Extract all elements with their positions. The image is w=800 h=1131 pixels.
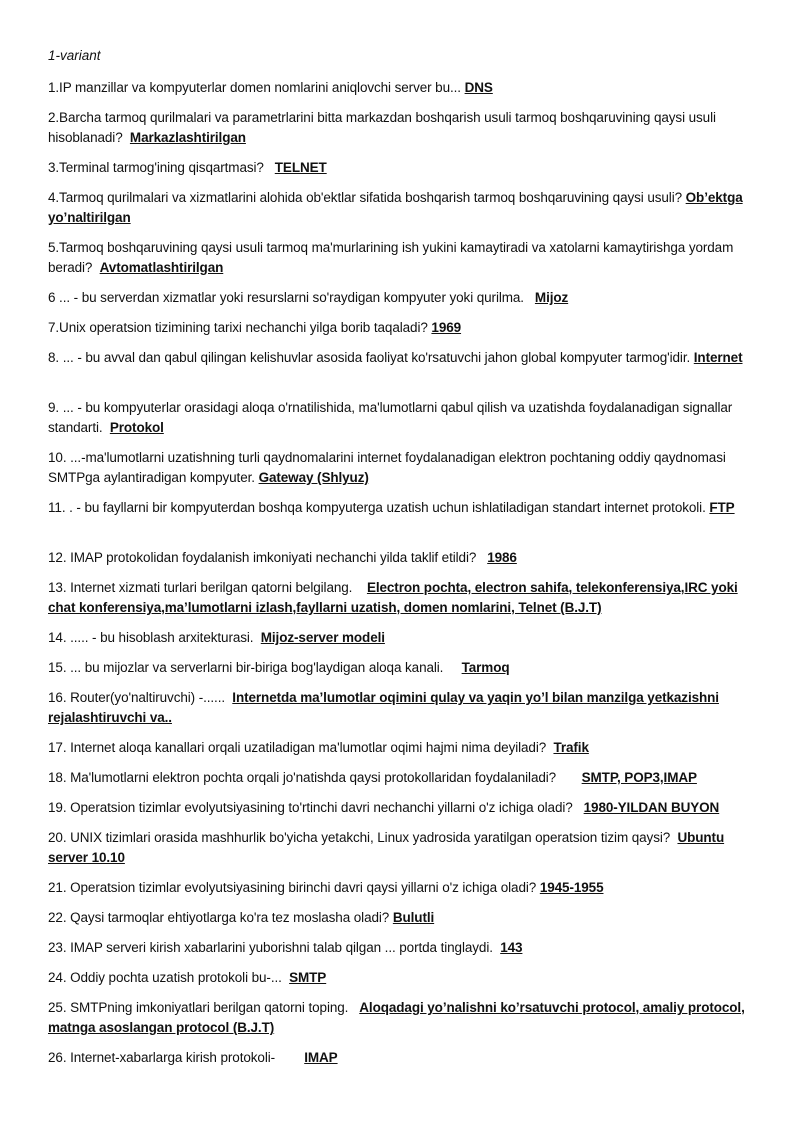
answer-text: Protokol xyxy=(109,420,164,435)
answer-text: Internetda ma’lumotlar oqimini qulay va yaqin yo’l bilan manzilga yetkazishni rejalashtiruvchi va.. xyxy=(48,690,719,725)
question-item xyxy=(48,78,760,98)
answer-text: 1969 xyxy=(431,320,462,335)
question-item xyxy=(48,288,760,308)
answer-text: TELNET xyxy=(274,160,327,175)
question-text: 20. UNIX tizimlari orasida mashhurlik bo'yicha yetakchi, Linux yadrosida yaratilgan operatsion tizim qaysi? xyxy=(48,830,678,845)
answer-text: Mijoz-server modeli xyxy=(260,630,385,645)
question-text: 7.Unix operatsion tizimining tarixi nechanchi yilga borib taqaladi? xyxy=(48,320,432,335)
question-item xyxy=(48,108,760,148)
question-item xyxy=(48,968,760,988)
answer-text: Ubuntu server 10.10 xyxy=(48,830,725,865)
question-item xyxy=(48,768,760,788)
question-text: 18. Ma'lumotlarni elektron pochta orqali jo'natishda qaysi protokollaridan foydalaniladi? xyxy=(48,770,582,785)
question-item xyxy=(48,658,760,678)
question-text: 5.Tarmoq boshqaruvining qaysi usuli tarmoq ma'murlarining ish yukini kamaytiradi va xatolarni kamaytirishga yordam beradi? xyxy=(48,240,737,275)
answer-text: SMTP, POP3,IMAP xyxy=(581,770,697,785)
answer-text: Markazlashtirilgan xyxy=(129,130,246,145)
answer-text: 143 xyxy=(500,940,523,955)
question-item xyxy=(48,188,760,228)
question-item xyxy=(48,938,760,958)
question-text: 17. Internet aloqa kanallari orqali uzatiladigan ma'lumotlar oqimi hajmi nima deyiladi? xyxy=(48,740,554,755)
question-item xyxy=(48,448,760,488)
question-item xyxy=(48,688,760,728)
question-text: 3.Terminal tarmog'ining qisqartmasi? xyxy=(48,160,275,175)
question-text: 9. ... - bu kompyuterlar orasidagi aloqa o'rnatilishida, ma'lumotlarni qabul qilish va uzatishda foydalanadigan signallar standarti. xyxy=(48,400,736,435)
question-text: 10. ...-ma'lumotlarni uzatishning turli qaydnomalarini internet foydalanadigan elektron pochtaning oddiy qaydnomasi SMTPga aylantiradigan kompyuter. xyxy=(48,450,730,485)
answer-text: FTP xyxy=(709,500,735,515)
question-text: 14. ..... - bu hisoblash arxitekturasi. xyxy=(48,630,261,645)
question-text: 16. Router(yo'naltiruvchi) -...... xyxy=(48,690,233,705)
question-item xyxy=(48,238,760,278)
question-item xyxy=(48,908,760,928)
question-item xyxy=(48,998,760,1038)
question-text: 24. Oddiy pochta uzatish protokoli bu-... xyxy=(48,970,290,985)
question-item xyxy=(48,798,760,818)
question-text: 2.Barcha tarmoq qurilmalari va parametrlarini bitta markazdan boshqarish usuli tarmoq boshqaruvining qaysi usuli hisoblanadi? xyxy=(48,110,720,145)
question-text: 19. Operatsion tizimlar evolyutsiyasining to'rtinchi davri nechanchi yillarni o'z ichiga oladi? xyxy=(48,800,584,815)
question-item xyxy=(48,628,760,648)
answer-text: Avtomatlashtirilgan xyxy=(99,260,224,275)
question-item xyxy=(48,548,760,568)
question-text: 1.IP manzillar va kompyuterlar domen nomlarini aniqlovchi server bu... xyxy=(48,80,465,95)
question-text: 4.Tarmoq qurilmalari va xizmatlarini alohida ob'ektlar sifatida boshqarish tarmoq boshqaruvining qaysi usuli? xyxy=(48,190,686,205)
question-item xyxy=(48,738,760,758)
question-item xyxy=(48,1048,760,1068)
question-text: 13. Internet xizmati turlari berilgan qatorni belgilang. xyxy=(48,580,367,595)
answer-text: 1945-1955 xyxy=(539,880,604,895)
answer-text: Aloqadagi yo’nalishni ko’rsatuvchi protocol, amaliy protocol, matnga asoslangan protocol (B.J.T) xyxy=(48,1000,745,1035)
answer-text: IMAP xyxy=(304,1050,338,1065)
question-text: 12. IMAP protokolidan foydalanish imkoniyati nechanchi yilda taklif etildi? xyxy=(48,550,488,565)
question-item xyxy=(48,578,760,618)
answer-text: Ob’ektga yo’naltirilgan xyxy=(48,190,743,225)
variant-title: 1-variant xyxy=(48,48,101,63)
question-text: 21. Operatsion tizimlar evolyutsiyasining birinchi davri qaysi yillarni o'z ichiga oladi? xyxy=(48,880,540,895)
question-item xyxy=(48,158,760,178)
answer-text: Electron pochta, electron sahifa, telekonferensiya,IRC yoki chat konferensiya,ma’lumotlarni izlash,fayllarni uzatish, domen nomlarini, Telnet (B.J.T) xyxy=(48,580,738,615)
answer-text: 1980-YILDAN BUYON xyxy=(583,800,720,815)
question-item xyxy=(48,828,760,868)
answer-text: Trafik xyxy=(553,740,589,755)
question-text: 25. SMTPning imkoniyatlari berilgan qatorni toping. xyxy=(48,1000,360,1015)
question-text: 26. Internet-xabarlarga kirish protokoli- xyxy=(48,1050,305,1065)
question-item xyxy=(48,878,760,898)
question-item xyxy=(48,398,760,438)
question-text: 6 ... - bu serverdan xizmatlar yoki resurslarni so'raydigan kompyuter yoki qurilma. xyxy=(48,290,535,305)
answer-text: Bulutli xyxy=(392,910,435,925)
answer-text: 1986 xyxy=(487,550,517,565)
answer-text: SMTP xyxy=(289,970,327,985)
answer-text: DNS xyxy=(464,80,493,95)
question-text: 8. ... - bu avval dan qabul qilingan kelishuvlar asosida faoliyat ko'rsatuvchi jahon global kompyuter tarmog'idir. xyxy=(48,350,694,365)
answer-text: Gateway (Shlyuz) xyxy=(258,470,369,485)
question-text: 23. IMAP serveri kirish xabarlarini yuborishni talab qilgan ... portda tinglaydi. xyxy=(48,940,501,955)
question-text: 22. Qaysi tarmoqlar ehtiyotlarga ko'ra tez moslasha oladi? xyxy=(48,910,393,925)
answer-text: Internet xyxy=(693,350,743,365)
question-text: 15. ... bu mijozlar va serverlarni bir-biriga bog'laydigan aloqa kanali. xyxy=(48,660,462,675)
answer-text: Mijoz xyxy=(534,290,569,305)
question-item xyxy=(48,498,760,518)
answer-text: Tarmoq xyxy=(461,660,510,675)
question-item xyxy=(48,318,760,338)
question-item xyxy=(48,348,760,368)
question-text: 11. . - bu fayllarni bir kompyuterdan boshqa kompyuterga uzatish uchun ishlatiladigan standart internet protokoli. xyxy=(48,500,710,515)
